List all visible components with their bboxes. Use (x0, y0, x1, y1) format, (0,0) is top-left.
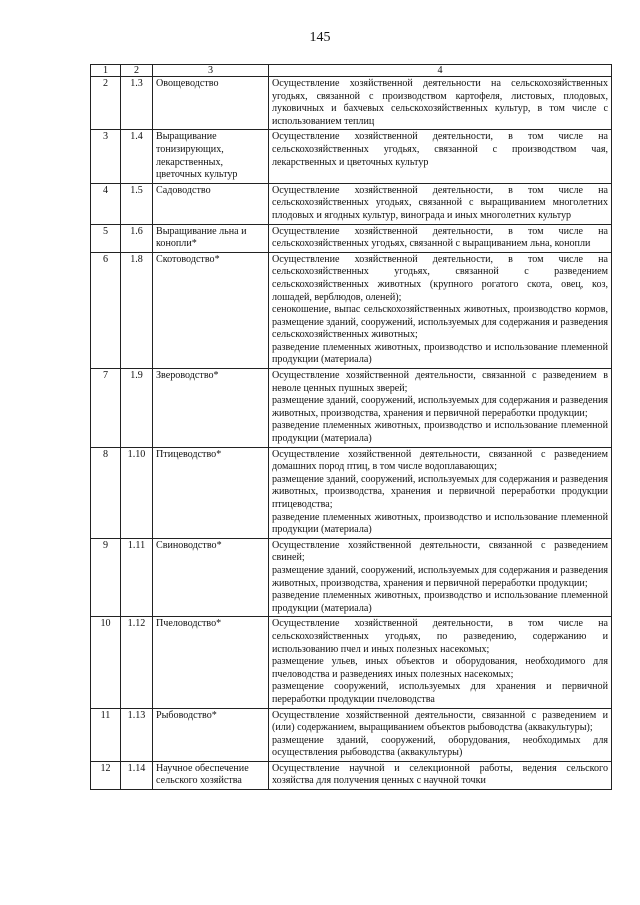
description-paragraph: Осуществление хозяйственной деятельности, связанной с разведением свиней; (272, 539, 608, 564)
type-description (269, 369, 612, 448)
type-code: 1.14 (121, 761, 153, 789)
table-header (91, 65, 612, 77)
table-body (91, 77, 612, 790)
type-description (269, 77, 612, 130)
page-number: 145 (309, 30, 331, 45)
row-number: 6 (91, 252, 121, 368)
table-row (91, 708, 612, 761)
row-number: 10 (91, 617, 121, 708)
type-name: Овощеводство (153, 77, 269, 130)
type-description (269, 252, 612, 368)
description-paragraph: Осуществление хозяйственной деятельности, связанной с разведением в неволе ценных пушных зверей; (272, 370, 608, 394)
type-code: 1.4 (121, 130, 153, 183)
type-description (269, 130, 612, 183)
row-number: 3 (91, 130, 121, 183)
table-row (91, 130, 612, 183)
type-name: Выращивание тонизирующих, лекарственных, цветочных культур (153, 130, 269, 183)
table-row (91, 617, 612, 708)
table-row (91, 761, 612, 789)
table-row (91, 447, 612, 538)
description-paragraph: Осуществление хозяйственной деятельности на сельскохозяйственных угодьях, связанной с производством картофеля, листовых, плодовых, луковичных и бахчевых сельскохозяйственных культур, в том числе с использованием теплиц (272, 78, 608, 127)
type-code: 1.13 (121, 708, 153, 761)
description-paragraph: размещение сооружений, используемых для хранения и первичной переработки продукции пчеловодства (272, 681, 608, 705)
header-col-3: 3 (153, 65, 269, 77)
table-row (91, 77, 612, 130)
header-col-1: 1 (91, 65, 121, 77)
type-description (269, 183, 612, 224)
type-code: 1.10 (121, 447, 153, 538)
description-paragraph: размещение зданий, сооружений, оборудования, необходимых для осуществления рыбоводства (аквакультуры) (272, 734, 608, 759)
type-name: Звероводство* (153, 369, 269, 448)
table-row (91, 369, 612, 448)
description-paragraph: Осуществление хозяйственной деятельности, в том числе на сельскохозяйственных угодьях, связанной с производством чая, лекарственных и цветочных культур (272, 131, 608, 168)
description-paragraph: Осуществление хозяйственной деятельности, связанной с разведением домашних пород птиц, в том числе водоплавающих; (272, 448, 608, 473)
type-name: Скотоводство* (153, 252, 269, 368)
header-col-2: 2 (121, 65, 153, 77)
description-paragraph: размещение зданий, сооружений, используемых для содержания и разведения животных, производства, хранения и первичной переработки продукции птицеводства; (272, 473, 608, 510)
description-paragraph: разведение племенных животных, производство и использование племенной продукции (материала) (272, 511, 608, 536)
land-use-table (90, 64, 612, 790)
type-name: Рыбоводство* (153, 708, 269, 761)
description-paragraph: размещение зданий, сооружений, используемых для содержания и разведения животных, производства, хранения и первичной переработки продукции; (272, 395, 608, 419)
table-row (91, 183, 612, 224)
row-number: 5 (91, 224, 121, 252)
type-name: Садоводство (153, 183, 269, 224)
row-number: 12 (91, 761, 121, 789)
type-code: 1.12 (121, 617, 153, 708)
type-code: 1.9 (121, 369, 153, 448)
description-paragraph: Осуществление научной и селекционной работы, ведения сельского хозяйства для получения ценных с научной точки (272, 762, 608, 787)
row-number: 8 (91, 447, 121, 538)
description-paragraph: разведение племенных животных, производство и использование племенной продукции (материала) (272, 420, 608, 445)
type-code: 1.8 (121, 252, 153, 368)
type-description (269, 447, 612, 538)
type-name: Выращивание льна и конопли* (153, 224, 269, 252)
table-row (91, 538, 612, 617)
row-number: 11 (91, 708, 121, 761)
type-description (269, 538, 612, 617)
description-paragraph: Осуществление хозяйственной деятельности, в том числе на сельскохозяйственных угодьях, по разведению, содержанию и использованию пчел и иных полезных насекомых; (272, 618, 608, 655)
row-number: 4 (91, 183, 121, 224)
description-paragraph: сенокошение, выпас сельскохозяйственных животных, производство кормов, размещение зданий, сооружений, используемых для содержания и разведения сельскохозяйственных животных; (272, 304, 608, 341)
type-description (269, 617, 612, 708)
description-paragraph: Осуществление хозяйственной деятельности, связанной с разведением и (или) содержанием, выращиванием объектов рыбоводства (аквакультуры); (272, 709, 608, 734)
row-number: 9 (91, 538, 121, 617)
type-name: Научное обеспечение сельского хозяйства (153, 761, 269, 789)
type-name: Пчеловодство* (153, 617, 269, 708)
type-code: 1.5 (121, 183, 153, 224)
type-name: Свиноводство* (153, 538, 269, 617)
type-description (269, 708, 612, 761)
type-name: Птицеводство* (153, 447, 269, 538)
table-row (91, 224, 612, 252)
description-paragraph: разведение племенных животных, производство и использование племенной продукции (материала) (272, 341, 608, 366)
row-number: 2 (91, 77, 121, 130)
type-code: 1.11 (121, 538, 153, 617)
type-description (269, 224, 612, 252)
type-code: 1.6 (121, 224, 153, 252)
description-paragraph: Осуществление хозяйственной деятельности, в том числе на сельскохозяйственных угодьях, связанной с разведением сельскохозяйственных животных (крупного рогатого скота, овец, коз, лошадей, верблюдов, оленей); (272, 253, 608, 303)
type-description (269, 761, 612, 789)
description-paragraph: Осуществление хозяйственной деятельности, в том числе на сельскохозяйственных угодьях, связанной с выращиванием льна, конопли (272, 225, 608, 250)
header-col-4: 4 (269, 65, 612, 77)
description-paragraph: Осуществление хозяйственной деятельности, в том числе на сельскохозяйственных угодьях, связанной с выращиванием многолетних плодовых и ягодных культур, винограда и иных многолетних культур (272, 184, 608, 221)
description-paragraph: разведение племенных животных, производство и использование племенной продукции (материала) (272, 590, 608, 614)
description-paragraph: размещение зданий, сооружений, используемых для содержания и разведения животных, производства, хранения и первичной переработки продукции; (272, 564, 608, 589)
table-row (91, 252, 612, 368)
description-paragraph: размещение ульев, иных объектов и оборудования, необходимого для пчеловодства и разведениях иных полезных насекомых; (272, 656, 608, 680)
type-code: 1.3 (121, 77, 153, 130)
row-number: 7 (91, 369, 121, 448)
